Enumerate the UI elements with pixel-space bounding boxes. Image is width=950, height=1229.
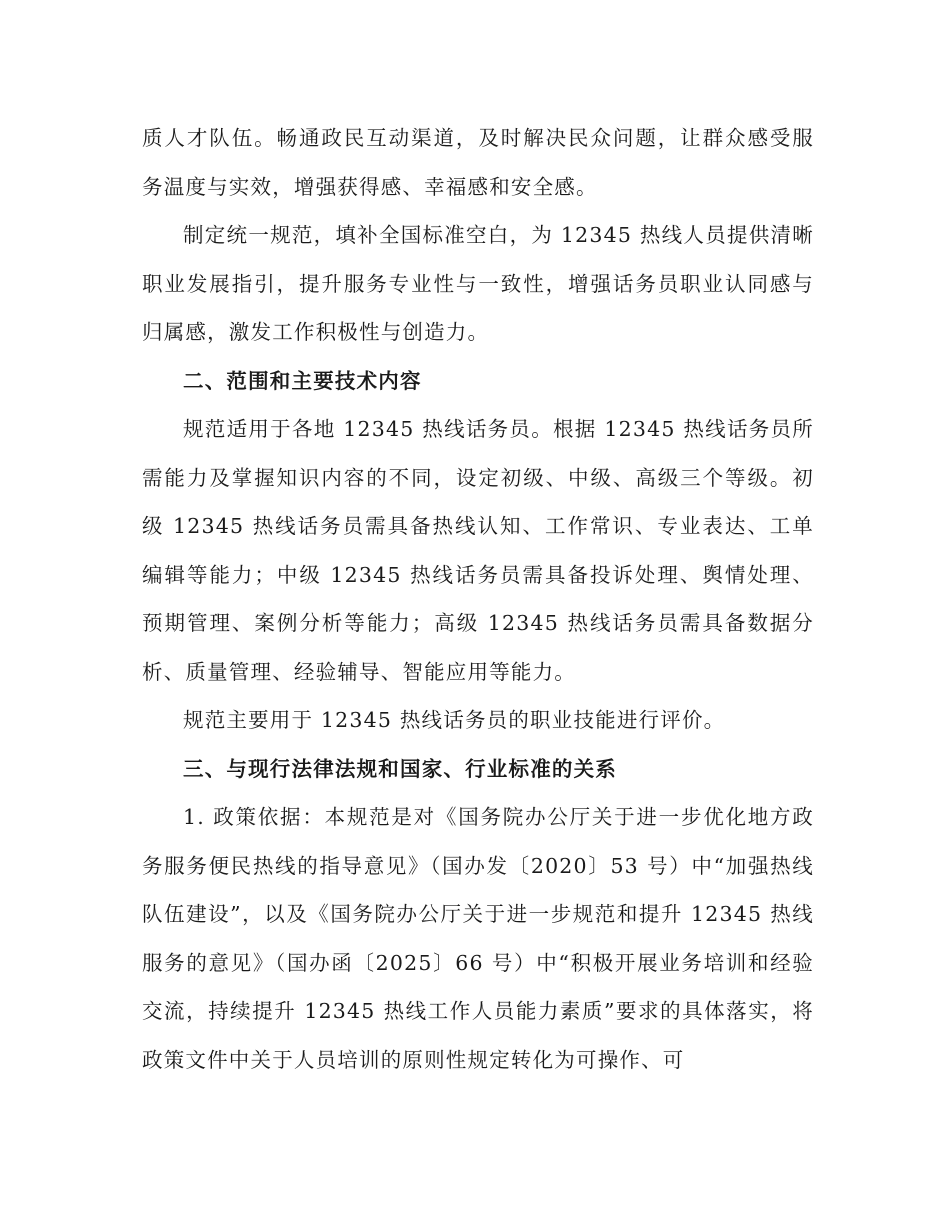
paragraph-policy-basis: 1. 政策依据：本规范是对《国务院办公厅关于进一步优化地方政务服务便民热线的指导意见》（国办发〔2020〕53 号）中“加强热线队伍建设”，以及《国务院办公厅关于进一步规范和提升 12345 热线服务的意见》（国办函〔2025〕66 号）中“积极开展业务培训和经验交流，持续提升 12345 热线工作人员能力素质”要求的具体落实，将政策文件中关于人员培训的原则性规定转化为可操作、可 <box>142 805 814 1072</box>
section-heading-relationship: 三、与现行法律法规和国家、行业标准的关系 <box>183 756 617 781</box>
document-page <box>142 114 814 1084</box>
paragraph-scope-levels: 规范适用于各地 12345 热线话务员。根据 12345 热线话务员所需能力及掌握知识内容的不同，设定初级、中级、高级三个等级。初级 12345 热线话务员需具备热线认知、工作常识、专业表达、工单编辑等能力；中级 12345 热线话务员需具备投诉处理、舆情处理、预期管理、案例分析等能力；高级 12345 热线话务员需具备数据分析、质量管理、经验辅导、智能应用等能力。 <box>142 417 814 684</box>
section-heading-scope: 二、范围和主要技术内容 <box>183 368 422 393</box>
paragraph-continued: 质人才队伍。畅通政民互动渠道，及时解决民众问题，让群众感受服务温度与实效，增强获得感、幸福感和安全感。 <box>142 126 814 199</box>
paragraph-standard-purpose: 制定统一规范，填补全国标准空白，为 12345 热线人员提供清晰职业发展指引，提升服务专业性与一致性，增强话务员职业认同感与归属感，激发工作积极性与创造力。 <box>142 223 814 344</box>
paragraph-scope-usage: 规范主要用于 12345 热线话务员的职业技能进行评价。 <box>183 708 726 732</box>
